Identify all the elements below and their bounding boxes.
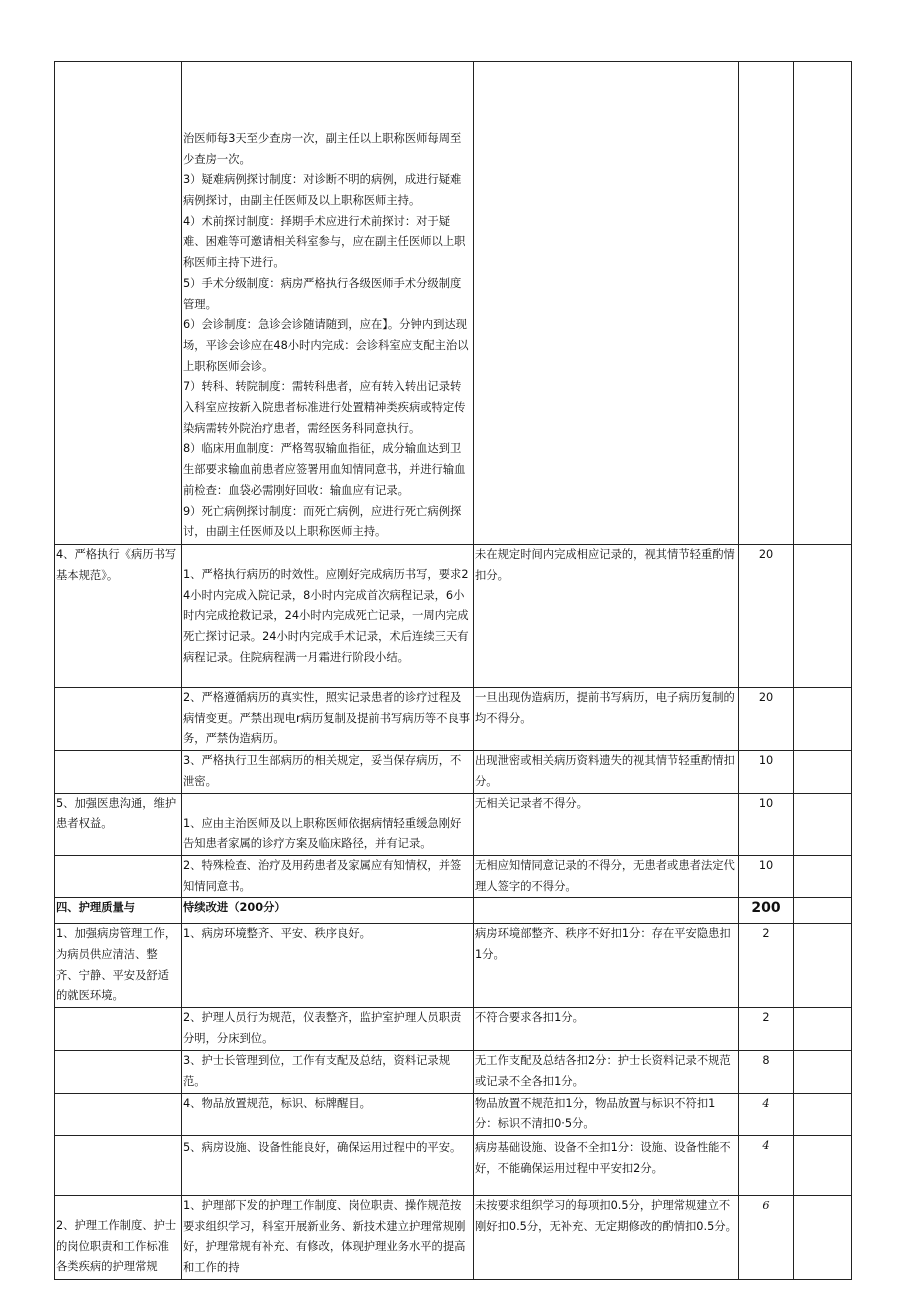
deduct-cell: 未按要求组织学习的每项扣0.5分，护理常规建立不刚好扣0.5分，无补充、无定期修改的酌情扣0.5分。 — [474, 1195, 739, 1279]
standard-line: 5）手术分级制度：病房严格执行各级医师手术分级制度管理。 — [183, 276, 462, 311]
table-row — [55, 1135, 852, 1195]
score-cell: 4 — [739, 1135, 794, 1195]
item-cell — [55, 62, 182, 545]
result-cell — [794, 62, 852, 545]
score-cell: 20 — [739, 688, 794, 751]
assessment-table — [54, 61, 852, 1280]
table-row — [55, 1008, 852, 1051]
score-cell: 4 — [739, 1093, 794, 1135]
item-cell — [55, 688, 182, 751]
section-total: 200 — [739, 898, 794, 924]
result-cell — [794, 1008, 852, 1051]
result-cell — [794, 793, 852, 855]
score-cell: 10 — [739, 855, 794, 897]
table-row — [55, 793, 852, 855]
table-row — [55, 1093, 852, 1135]
score-cell: 10 — [739, 751, 794, 793]
deduct-cell — [474, 62, 739, 545]
standard-line: 3）疑难病例探讨制度：对诊断不明的病例，成进行疑难病例探讨，由副主任医师及以上职称医师主持。 — [183, 173, 462, 208]
standard-line: 4）术前探讨制度：择期手术应进行术前探讨：对于疑难、困难等可邀请相关科室参与，应在副主任医师以上职称医师主持下进行。 — [183, 214, 466, 270]
item-cell — [55, 1008, 182, 1051]
result-cell — [794, 898, 852, 924]
table-row — [55, 62, 852, 545]
item-cell: 2、护理工作制度、护士的岗位职责和工作标准各类疾病的护理常规 — [55, 1195, 182, 1279]
item-cell — [55, 751, 182, 793]
standard-cell: 1、应由主治医师及以上职称医师依据病情轻重缓急刚好告知患者家属的诊疗方案及临床路径，并有记录。 — [182, 793, 474, 855]
item-cell — [55, 1135, 182, 1195]
standard-cell: 3、护士长管理到位，工作有支配及总结，资料记录规范。 — [182, 1051, 474, 1093]
deduct-cell: 出现泄密或相关病历资料遗失的视其情节轻重酌情扣分。 — [474, 751, 739, 793]
table-row — [55, 924, 852, 1008]
table-row — [55, 751, 852, 793]
table-row — [55, 688, 852, 751]
standard-line: 8）临床用血制度：严格驾驭输血指征，成分输血达到卫生部要求输血前患者应签署用血知情同意书，并进行输血前检查：血袋必需刚好回收：输血应有记录。 — [183, 442, 466, 497]
standard-cell: 1、护理部下发的护理工作制度、岗位职责、操作规范按要求组织学习，科室开展新业务、新技术建立护理常规刚好，护理常规有补充、有修改，体现护理业务水平的提高和工作的持 — [182, 1195, 474, 1279]
result-cell — [794, 1093, 852, 1135]
item-cell: 4、严格执行《病历书写基本规范》。 — [55, 545, 182, 688]
deduct-cell: 物品放置不规范扣1分，物品放置与标识不符扣1分：标识不清扣0·5分。 — [474, 1093, 739, 1135]
deduct-cell: 无相应知情同意记录的不得分，无患者或患者法定代理人签字的不得分。 — [474, 855, 739, 897]
standard-cell: 4、物品放置规范，标识、标牌醒目。 — [182, 1093, 474, 1135]
section-header-row — [55, 898, 852, 924]
standard-cell: 1、病房环境整齐、平安、秩序良好。 — [182, 924, 474, 1008]
standard-line: 7）转科、转院制度：需转科患者，应有转入转出记录转入科室应按新入院患者标准进行处置精神类疾病或特定传染病需转外院治疗患者，需经医务科同意执行。 — [183, 380, 466, 435]
score-cell: 8 — [739, 1051, 794, 1093]
section-subtitle: 恃续改进（200分） — [182, 898, 474, 924]
standard-cell: 3、严格执行卫生部病历的相关规定，妥当保存病历，不泄密。 — [182, 751, 474, 793]
result-cell — [794, 751, 852, 793]
score-cell: 10 — [739, 793, 794, 855]
table-row — [55, 855, 852, 897]
result-cell — [794, 545, 852, 688]
result-cell — [794, 924, 852, 1008]
table-row — [55, 1195, 852, 1279]
deduct-cell: 一旦出现伪造病历，提前书写病历，电子病历复制的均不得分。 — [474, 688, 739, 751]
standard-line: 6）会诊制度：急诊会诊随请随到，应在】。分钟内到达现场，平诊会诊应在48小时内完成：会诊科室应支配主治以上职称医师会诊。 — [183, 318, 469, 373]
table-row — [55, 545, 852, 688]
deduct-cell: 不符合要求各扣1分。 — [474, 1008, 739, 1051]
score-cell: 2 — [739, 1008, 794, 1051]
item-cell — [55, 1051, 182, 1093]
result-cell — [794, 855, 852, 897]
standard-cell: 1、严格执行病历的时效性。应刚好完成病历书写，要求24小时内完成入院记录，8小时内完成首次病程记录，6小时内完成抢救记录，24小时内完成死亡记录，一周内完成死亡探讨记录。24小时内完成手术记录，术后连续三天有病程记录。住院病程满一月霜进行阶段小结。 — [182, 545, 474, 688]
score-cell: 6 — [739, 1195, 794, 1279]
deduct-cell: 无工作支配及总结各扣2分：护士长资料记录不规范或记录不全各扣1分。 — [474, 1051, 739, 1093]
score-cell: 20 — [739, 545, 794, 688]
deduct-cell — [474, 898, 739, 924]
deduct-cell: 病房基础设施、设备不全扣1分：设施、设备性能不好，不能确保运用过程中平安扣2分。 — [474, 1135, 739, 1195]
standard-cell: 2、严格遵循病历的真实性，照实记录患者的诊疗过程及病情变更。严禁出现电r病历复制及提前书写病历等不良事务，严禁伪造病历。 — [182, 688, 474, 751]
result-cell — [794, 1195, 852, 1279]
item-cell: 5、加强医患沟通，维护患者权益。 — [55, 793, 182, 855]
result-cell — [794, 1051, 852, 1093]
score-cell — [739, 62, 794, 545]
standard-cell — [182, 62, 474, 545]
standard-line: 9）死亡病例探讨制度：而死亡病例，应进行死亡病例探讨，由副主任医师及以上职称医师主持。 — [183, 504, 462, 539]
deduct-cell: 病房环境部整齐、秩序不好扣1分：存在平安隐患扣1分。 — [474, 924, 739, 1008]
deduct-cell: 无相关记录者不得分。 — [474, 793, 739, 855]
item-cell: 1、加强病房管理工作，为病员供应清洁、整齐、宁静、平安及舒适的就医环境。 — [55, 924, 182, 1008]
section-title: 四、护理质量与 — [55, 898, 182, 924]
item-cell — [55, 855, 182, 897]
deduct-cell: 未在规定时间内完成相应记录的，视其情节轻重酌情扣分。 — [474, 545, 739, 688]
standard-cell: 5、病房设施、设备性能良好，确保运用过程中的平安。 — [182, 1135, 474, 1195]
table-row — [55, 1051, 852, 1093]
score-cell: 2 — [739, 924, 794, 1008]
standard-cell: 2、护理人员行为规范，仪表整齐，监护室护理人员职责分明，分床到位。 — [182, 1008, 474, 1051]
result-cell — [794, 688, 852, 751]
standard-line: 治医师每3天至少查房一次，副主任以上职称医师每周至少查房一次。 — [183, 131, 462, 166]
standard-cell: 2、特殊检查、治疗及用药患者及家属应有知情权，并签知情同意书。 — [182, 855, 474, 897]
item-cell — [55, 1093, 182, 1135]
result-cell — [794, 1135, 852, 1195]
